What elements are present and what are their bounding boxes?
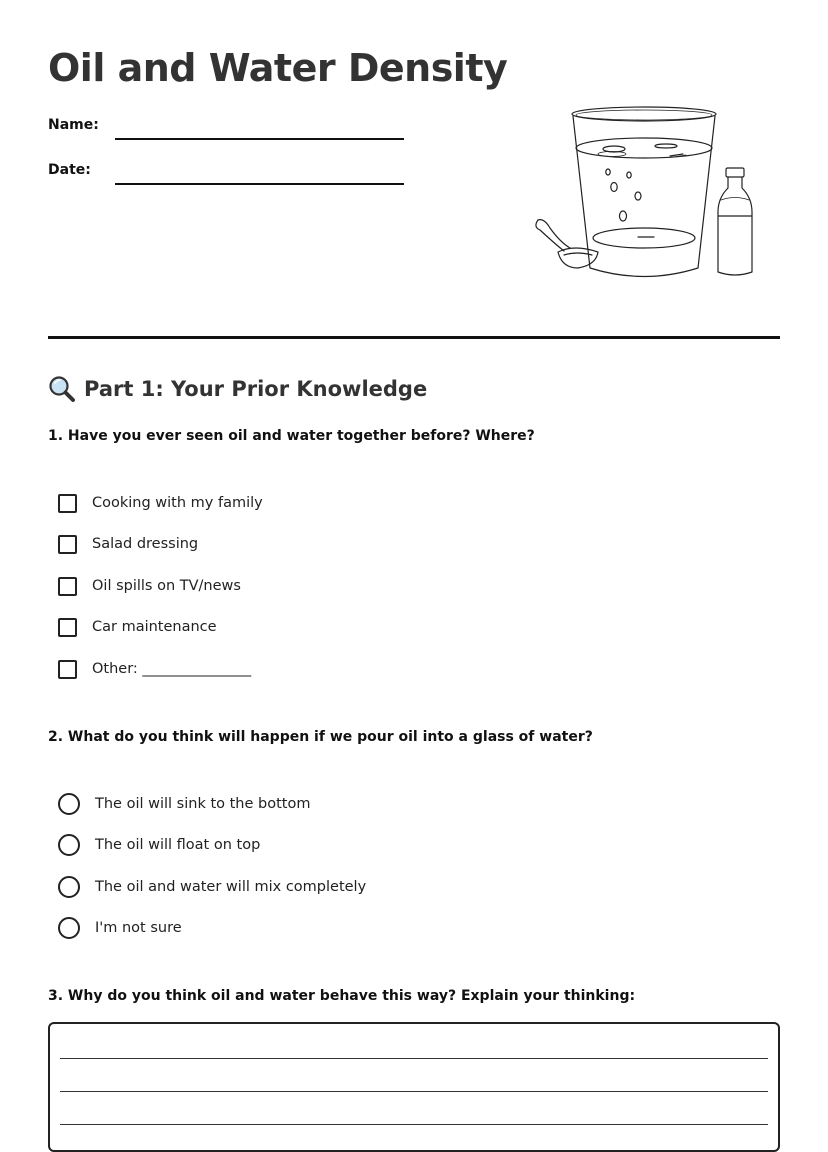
section-divider	[48, 336, 780, 339]
glass-body	[573, 116, 715, 277]
checkbox[interactable]	[58, 618, 77, 637]
writing-line	[60, 1091, 768, 1092]
glass-rim	[572, 107, 716, 121]
q2-option-float[interactable]	[58, 833, 260, 857]
radio-button[interactable]	[58, 834, 80, 856]
checkbox[interactable]	[58, 577, 77, 596]
q2-option-sink[interactable]	[58, 792, 310, 816]
q1-option-oil-spills[interactable]	[58, 574, 241, 598]
checkbox[interactable]	[58, 535, 77, 554]
worksheet-title: Oil and Water Density	[48, 46, 508, 90]
question-1: 1. Have you ever seen oil and water together before? Where?	[48, 428, 535, 444]
writing-line	[60, 1058, 768, 1059]
option-label: The oil will sink to the bottom	[95, 796, 311, 812]
option-label: Salad dressing	[92, 536, 199, 552]
name-field[interactable]	[115, 138, 404, 140]
q3-answer-box[interactable]	[48, 1022, 780, 1152]
option-label: Oil spills on TV/news	[92, 578, 241, 594]
option-label: The oil and water will mix completely	[95, 879, 367, 895]
option-label: I'm not sure	[95, 920, 182, 936]
radio-button[interactable]	[58, 917, 80, 939]
q2-option-mix[interactable]	[58, 875, 366, 899]
oil-layer	[576, 138, 712, 158]
option-label: The oil will float on top	[95, 837, 261, 853]
spoon-handle	[536, 220, 564, 251]
writing-line	[60, 1124, 768, 1125]
oil-bottle	[718, 177, 752, 275]
option-label: Other: _______________	[92, 661, 252, 677]
part1-heading	[48, 373, 427, 405]
question-2: 2. What do you think will happen if we pour oil into a glass of water?	[48, 729, 593, 745]
date-field[interactable]	[115, 183, 404, 185]
checkbox[interactable]	[58, 494, 77, 513]
q1-option-salad-dressing[interactable]	[58, 532, 198, 556]
radio-button[interactable]	[58, 876, 80, 898]
magnifying-glass-icon	[48, 375, 76, 403]
q1-option-other[interactable]	[58, 657, 251, 681]
q1-option-car-maintenance[interactable]	[58, 615, 217, 639]
checkbox[interactable]	[58, 660, 77, 679]
radio-button[interactable]	[58, 793, 80, 815]
option-label: Car maintenance	[92, 619, 217, 635]
date-label: Date:	[48, 162, 91, 178]
option-label: Cooking with my family	[92, 495, 263, 511]
q1-option-cooking[interactable]	[58, 491, 263, 515]
question-3: 3. Why do you think oil and water behave this way? Explain your thinking:	[48, 988, 636, 1004]
q2-option-not-sure[interactable]	[58, 916, 182, 940]
glass-of-oil-and-water-illustration	[530, 100, 760, 285]
bottle-cap	[726, 168, 744, 177]
part1-heading-text: Part 1: Your Prior Knowledge	[84, 377, 428, 401]
name-label: Name:	[48, 117, 99, 133]
